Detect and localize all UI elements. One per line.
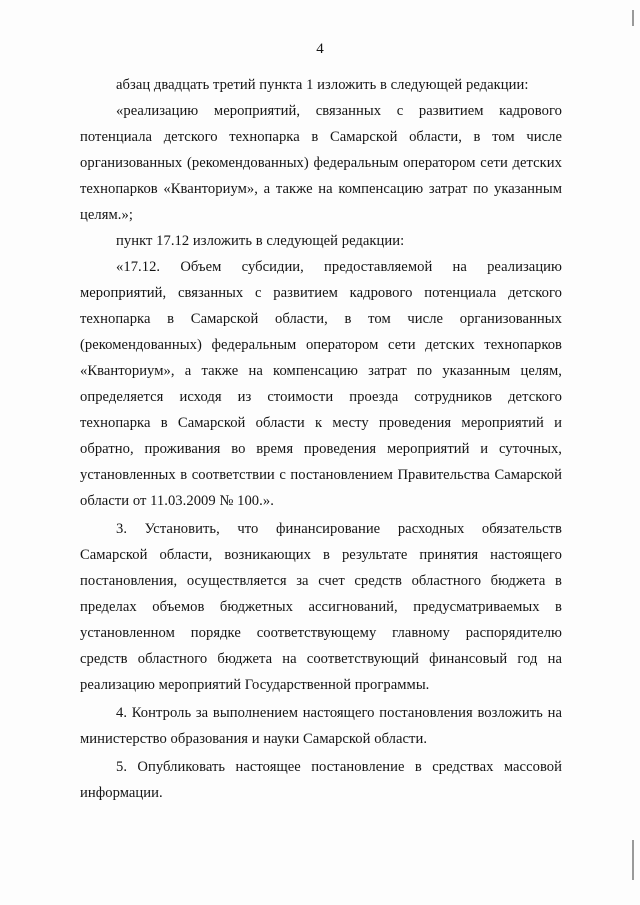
page-number: 4 (316, 41, 324, 57)
paragraph-1: абзац двадцать третий пункта 1 изложить в следующей редакции: (116, 77, 529, 93)
paragraph-6: 4. Контроль за выполнением настоящего постановления возложить на министерство образования и науки Самарской области. (80, 705, 562, 747)
paragraph-7: 5. Опубликовать настоящее постановление в средствах массовой информации. (80, 759, 562, 801)
scan-edge-mark (632, 840, 634, 880)
document-body (80, 72, 562, 806)
scan-edge-mark (632, 10, 634, 26)
paragraph-4: «17.12. Объем субсидии, предоставляемой на реализацию мероприятий, связанных с развитием кадрового потенциала детского технопарка в Самарской области, в том числе организованных (рекомендованных) федеральным оператором сети детских технопарков «Кванториум», а также на компенсацию затрат по указанным целям, определяется исходя из стоимости проезда сотрудников детского технопарка в Самарской области к месту проведения мероприятий и обратно, проживания во время проведения мероприятий и суточных, установленных в соответствии с постановлением Правительства Самарской области от 11.03.2009 № 100.». (80, 259, 562, 509)
paragraph-3: пункт 17.12 изложить в следующей редакции: (116, 233, 405, 249)
paragraph-5: 3. Установить, что финансирование расходных обязательств Самарской области, возникающих в результате принятия настоящего постановления, осуществляется за счет средств областного бюджета в пределах объемов бюджетных ассигнований, предусматриваемых в установленном порядке соответствующему главному распорядителю средств областного бюджета на соответствующий финансовый год на реализацию мероприятий Государственной программы. (80, 521, 562, 693)
paragraph-2: «реализацию мероприятий, связанных с развитием кадрового потенциала детского технопарка в Самарской области, в том числе организованных (рекомендованных) федеральным оператором сети детских технопарков «Кванториум», а также на компенсацию затрат по указанным целям.»; (80, 103, 562, 223)
